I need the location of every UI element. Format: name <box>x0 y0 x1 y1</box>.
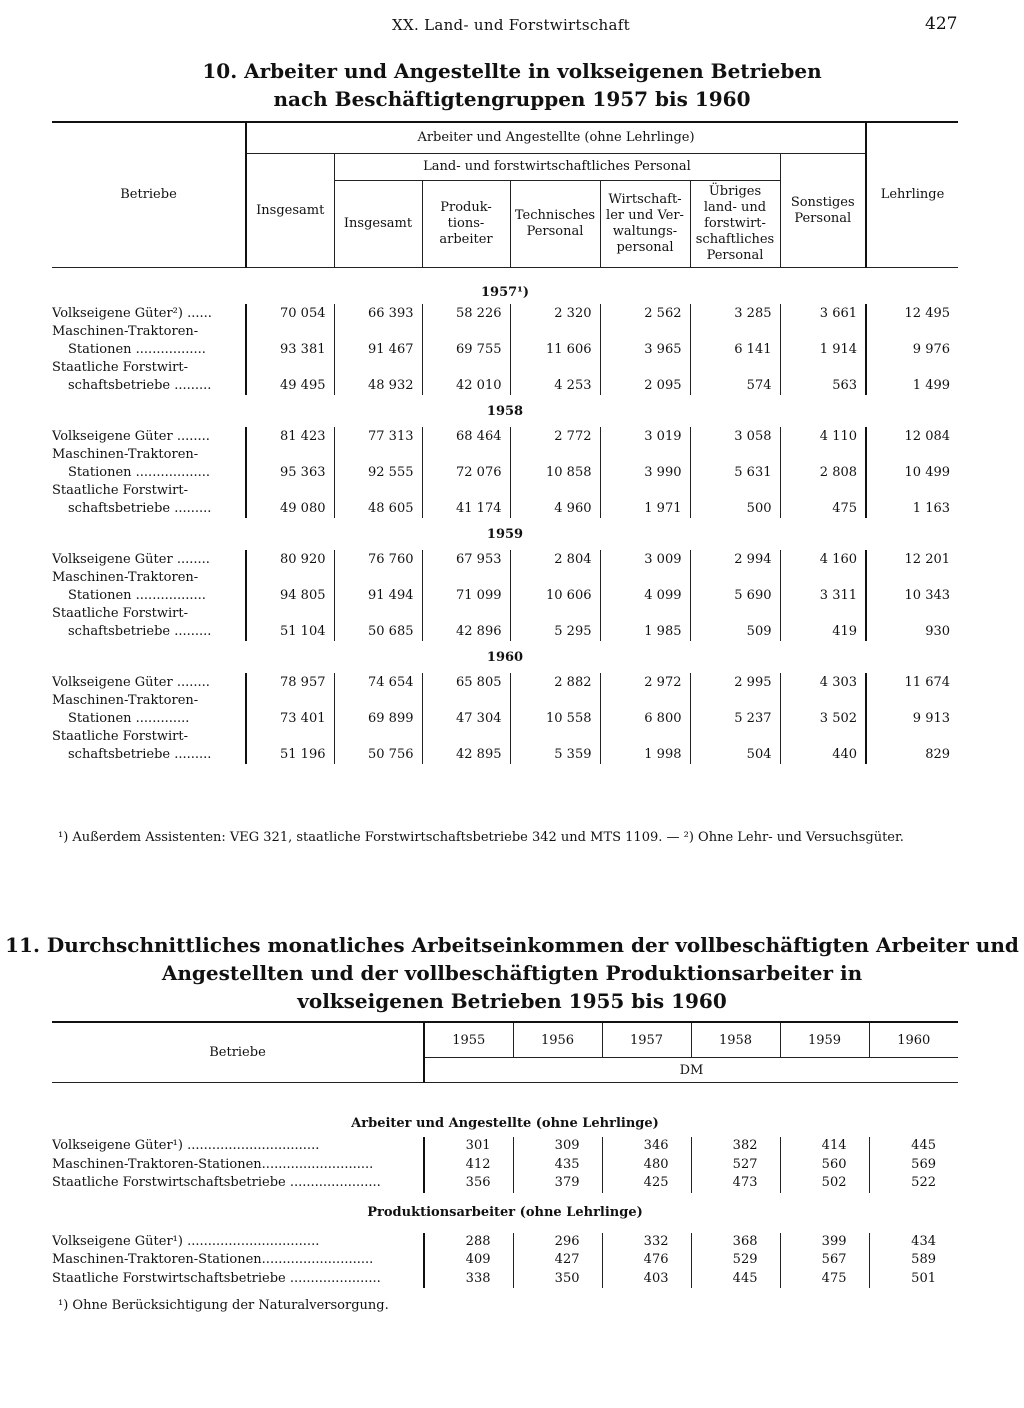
cell: 66 393 <box>334 304 422 323</box>
col-betriebe: Betriebe <box>52 1022 424 1083</box>
row-label: schaftsbetriebe ......... <box>68 747 212 762</box>
cell: 92 555 <box>334 464 422 482</box>
cell: 94 805 <box>246 587 334 605</box>
row-label: Maschinen-Traktoren-Stationen........................... <box>52 1252 374 1267</box>
cell: 427 <box>513 1251 602 1270</box>
col-wirtschaft: Wirtschaft- ler und Ver- waltungs- personal <box>600 181 690 268</box>
chapter-title: XX. Land- und Forstwirtschaft <box>392 16 630 34</box>
table11-footnote: ¹) Ohne Berücksichtigung der Naturalversorgung. <box>58 1298 389 1313</box>
cell: 67 953 <box>422 550 510 569</box>
row-label: Stationen ................. <box>68 588 206 603</box>
row-label: Staatliche Forstwirt- <box>52 606 189 621</box>
cell: 95 363 <box>246 464 334 482</box>
col-technisch: Technisches Personal <box>510 181 600 268</box>
cell: 529 <box>691 1251 780 1270</box>
col-uebriges: Übriges land- und forstwirt- schaftliches Personal <box>690 181 780 268</box>
cell: 435 <box>513 1156 602 1175</box>
cell: 476 <box>602 1251 691 1270</box>
col-group: Arbeiter und Angestellte (ohne Lehrlinge) <box>246 122 866 154</box>
cell: 309 <box>513 1137 602 1156</box>
cell: 2 808 <box>780 464 866 482</box>
cell: 504 <box>690 746 780 764</box>
cell: 11 674 <box>866 673 958 692</box>
year-heading: 1959 <box>486 526 524 542</box>
table10-title-line1: 10. Arbeiter und Angestellte in volkseigenen Betrieben <box>202 59 822 83</box>
row-label: Volkseigene Güter ........ <box>52 429 210 444</box>
page-number: 427 <box>925 14 958 34</box>
cell: 74 654 <box>334 673 422 692</box>
col-betriebe: Betriebe <box>52 122 246 268</box>
col-year: 1959 <box>780 1022 869 1058</box>
cell: 3 019 <box>600 427 690 446</box>
cell: 473 <box>691 1174 780 1193</box>
cell: 829 <box>866 746 958 764</box>
col-unit: DM <box>424 1058 958 1083</box>
cell: 1 163 <box>866 500 958 518</box>
cell: 1 985 <box>600 623 690 641</box>
cell: 10 499 <box>866 464 958 482</box>
cell: 41 174 <box>422 500 510 518</box>
cell: 77 313 <box>334 427 422 446</box>
cell: 2 095 <box>600 377 690 395</box>
cell: 434 <box>869 1233 958 1252</box>
year-heading: 1957¹) <box>480 285 530 300</box>
cell: 3 965 <box>600 341 690 359</box>
cell: 527 <box>691 1156 780 1175</box>
row-label: Maschinen-Traktoren- <box>52 570 199 585</box>
cell: 3 502 <box>780 710 866 728</box>
cell: 414 <box>780 1137 869 1156</box>
cell: 70 054 <box>246 304 334 323</box>
cell: 301 <box>424 1137 513 1156</box>
cell: 403 <box>602 1270 691 1289</box>
cell: 2 882 <box>510 673 600 692</box>
table10-footnote: ¹) Außerdem Assistenten: VEG 321, staatliche Forstwirtschaftsbetriebe 342 und MTS 1109. — ²) Ohne Lehr- und Versuchsgüter. <box>58 830 904 845</box>
cell: 338 <box>424 1270 513 1289</box>
col-insgesamt2: Insgesamt <box>334 181 422 268</box>
cell: 51 104 <box>246 623 334 641</box>
cell: 4 099 <box>600 587 690 605</box>
row-label: Staatliche Forstwirtschaftsbetriebe ...................... <box>52 1175 381 1190</box>
cell: 475 <box>780 1270 869 1289</box>
cell: 1 499 <box>866 377 958 395</box>
cell: 49 080 <box>246 500 334 518</box>
col-year: 1957 <box>602 1022 691 1058</box>
cell: 5 690 <box>690 587 780 605</box>
cell: 567 <box>780 1251 869 1270</box>
cell: 332 <box>602 1233 691 1252</box>
cell: 12 084 <box>866 427 958 446</box>
cell: 2 994 <box>690 550 780 569</box>
cell: 296 <box>513 1233 602 1252</box>
cell: 356 <box>424 1174 513 1193</box>
cell: 3 661 <box>780 304 866 323</box>
cell: 12 495 <box>866 304 958 323</box>
cell: 50 756 <box>334 746 422 764</box>
cell: 569 <box>869 1156 958 1175</box>
cell: 78 957 <box>246 673 334 692</box>
cell: 445 <box>691 1270 780 1289</box>
cell: 6 141 <box>690 341 780 359</box>
cell: 3 311 <box>780 587 866 605</box>
cell: 425 <box>602 1174 691 1193</box>
cell: 65 805 <box>422 673 510 692</box>
cell: 49 495 <box>246 377 334 395</box>
cell: 42 896 <box>422 623 510 641</box>
row-label: Volkseigene Güter ........ <box>52 675 210 690</box>
cell: 9 913 <box>866 710 958 728</box>
cell: 475 <box>780 500 866 518</box>
table11-title-line3: volkseigenen Betrieben 1955 bis 1960 <box>297 989 727 1013</box>
cell: 48 605 <box>334 500 422 518</box>
cell: 2 562 <box>600 304 690 323</box>
cell: 589 <box>869 1251 958 1270</box>
cell: 2 772 <box>510 427 600 446</box>
cell: 399 <box>780 1233 869 1252</box>
cell: 91 494 <box>334 587 422 605</box>
cell: 51 196 <box>246 746 334 764</box>
cell: 409 <box>424 1251 513 1270</box>
cell: 48 932 <box>334 377 422 395</box>
col-insgesamt: Insgesamt <box>246 154 334 268</box>
row-label: Stationen ................. <box>68 342 206 357</box>
table10 <box>52 121 958 764</box>
cell: 81 423 <box>246 427 334 446</box>
cell: 382 <box>691 1137 780 1156</box>
col-lehrlinge: Lehrlinge <box>866 122 958 268</box>
cell: 346 <box>602 1137 691 1156</box>
cell: 58 226 <box>422 304 510 323</box>
cell: 5 295 <box>510 623 600 641</box>
cell: 4 303 <box>780 673 866 692</box>
cell: 288 <box>424 1233 513 1252</box>
row-label: Volkseigene Güter¹) ................................ <box>52 1138 320 1153</box>
cell: 10 343 <box>866 587 958 605</box>
row-label: Volkseigene Güter¹) ................................ <box>52 1233 320 1249</box>
col-year: 1960 <box>869 1022 958 1058</box>
col-year: 1955 <box>424 1022 513 1058</box>
row-label: Maschinen-Traktoren-Stationen........................... <box>52 1156 374 1172</box>
cell: 2 804 <box>510 550 600 569</box>
row-label: Volkseigene Güter²) ...... <box>52 306 212 321</box>
col-year: 1958 <box>691 1022 780 1058</box>
cell: 522 <box>869 1174 958 1193</box>
row-label: Stationen .................. <box>68 465 211 480</box>
cell: 4 960 <box>510 500 600 518</box>
cell: 3 009 <box>600 550 690 569</box>
cell: 4 160 <box>780 550 866 569</box>
section-title: Produktionsarbeiter (ohne Lehrlinge) <box>367 1205 643 1220</box>
table11 <box>52 1021 958 1288</box>
row-label: Maschinen-Traktoren- <box>52 324 199 339</box>
row-label: Staatliche Forstwirt- <box>52 729 189 744</box>
table11-title-line1: 11. Durchschnittliches monatliches Arbeitseinkommen der vollbeschäftigten Arbeiter und <box>5 933 1019 957</box>
cell: 480 <box>602 1156 691 1175</box>
col-sonstiges: Sonstiges Personal <box>780 154 866 268</box>
cell: 50 685 <box>334 623 422 641</box>
cell: 72 076 <box>422 464 510 482</box>
cell: 11 606 <box>510 341 600 359</box>
cell: 5 359 <box>510 746 600 764</box>
table10-title-line2: nach Beschäftigtengruppen 1957 bis 1960 <box>273 87 751 111</box>
row-label: Volkseigene Güter ........ <box>52 552 210 567</box>
cell: 47 304 <box>422 710 510 728</box>
cell: 9 976 <box>866 341 958 359</box>
row-label: Staatliche Forstwirt- <box>52 360 189 375</box>
row-label: Staatliche Forstwirtschaftsbetriebe ...................... <box>52 1270 381 1286</box>
cell: 5 237 <box>690 710 780 728</box>
cell: 574 <box>690 377 780 395</box>
cell: 80 920 <box>246 550 334 569</box>
cell: 930 <box>866 623 958 641</box>
cell: 69 899 <box>334 710 422 728</box>
cell: 2 320 <box>510 304 600 323</box>
col-subgroup: Land- und forstwirtschaftliches Personal <box>334 154 780 181</box>
cell: 10 606 <box>510 587 600 605</box>
cell: 3 285 <box>690 304 780 323</box>
cell: 42 010 <box>422 377 510 395</box>
cell: 68 464 <box>422 427 510 446</box>
cell: 560 <box>780 1156 869 1175</box>
year-heading: 1958 <box>486 403 524 419</box>
running-header <box>0 14 1024 38</box>
cell: 3 058 <box>690 427 780 446</box>
cell: 368 <box>691 1233 780 1252</box>
row-label: Stationen ............. <box>68 711 190 726</box>
cell: 5 631 <box>690 464 780 482</box>
cell: 500 <box>690 500 780 518</box>
cell: 76 760 <box>334 550 422 569</box>
cell: 445 <box>869 1137 958 1156</box>
row-label: Maschinen-Traktoren- <box>52 693 199 708</box>
cell: 2 995 <box>690 673 780 692</box>
cell: 502 <box>780 1174 869 1193</box>
cell: 1 998 <box>600 746 690 764</box>
row-label: schaftsbetriebe ......... <box>68 501 212 516</box>
cell: 10 858 <box>510 464 600 482</box>
cell: 1 971 <box>600 500 690 518</box>
cell: 6 800 <box>600 710 690 728</box>
table11-title-line2: Angestellten und der vollbeschäftigten Produktionsarbeiter in <box>161 961 863 985</box>
cell: 4 253 <box>510 377 600 395</box>
cell: 93 381 <box>246 341 334 359</box>
cell: 419 <box>780 623 866 641</box>
cell: 71 099 <box>422 587 510 605</box>
cell: 350 <box>513 1270 602 1289</box>
row-label: Staatliche Forstwirt- <box>52 483 189 498</box>
cell: 10 558 <box>510 710 600 728</box>
year-heading: 1960 <box>486 649 524 665</box>
cell: 1 914 <box>780 341 866 359</box>
cell: 12 201 <box>866 550 958 569</box>
cell: 440 <box>780 746 866 764</box>
cell: 73 401 <box>246 710 334 728</box>
cell: 4 110 <box>780 427 866 446</box>
cell: 412 <box>424 1156 513 1175</box>
col-year: 1956 <box>513 1022 602 1058</box>
cell: 501 <box>869 1270 958 1289</box>
cell: 563 <box>780 377 866 395</box>
row-label: schaftsbetriebe ......... <box>68 624 212 639</box>
cell: 69 755 <box>422 341 510 359</box>
cell: 379 <box>513 1174 602 1193</box>
cell: 509 <box>690 623 780 641</box>
cell: 91 467 <box>334 341 422 359</box>
cell: 2 972 <box>600 673 690 692</box>
row-label: Maschinen-Traktoren- <box>52 447 199 462</box>
row-label: schaftsbetriebe ......... <box>68 378 212 393</box>
cell: 3 990 <box>600 464 690 482</box>
section-title: Arbeiter und Angestellte (ohne Lehrlinge) <box>351 1116 659 1131</box>
col-produktion: Produk- tions- arbeiter <box>422 181 510 268</box>
cell: 42 895 <box>422 746 510 764</box>
